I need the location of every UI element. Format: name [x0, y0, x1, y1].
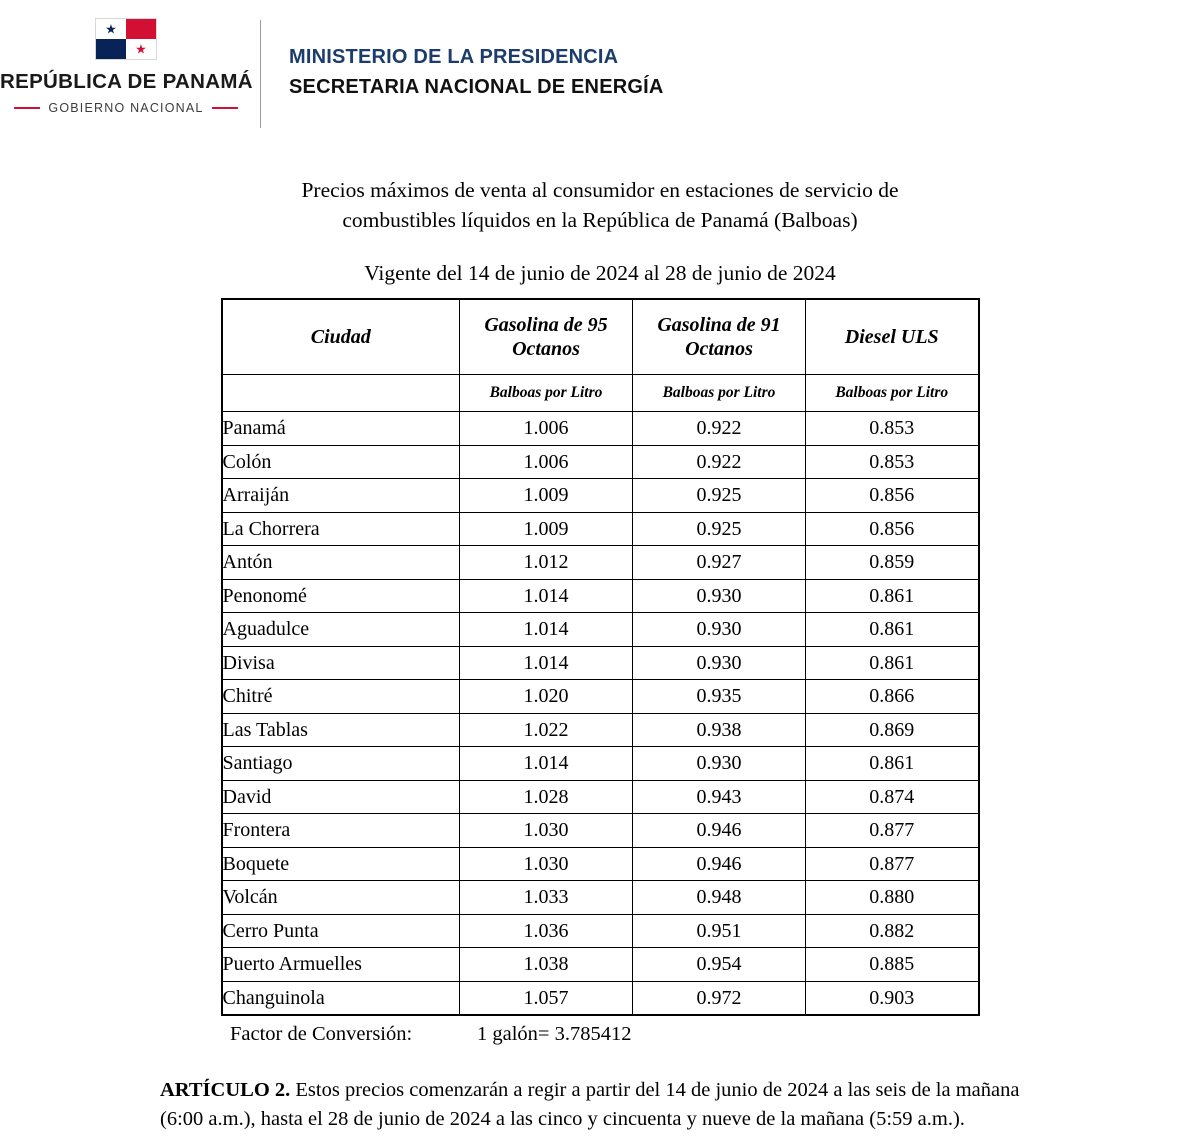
- brand-rule-right: [212, 107, 238, 109]
- panama-flag-icon: [95, 18, 157, 60]
- cell-g91: 0.946: [633, 814, 806, 848]
- cell-g91: 0.930: [633, 579, 806, 613]
- table-header-row: [222, 299, 979, 375]
- ministry-name: MINISTERIO DE LA PRESIDENCIA: [289, 46, 619, 68]
- cell-g95: 1.030: [460, 847, 633, 881]
- cell-g91: 0.925: [633, 479, 806, 513]
- page-header: [0, 0, 1200, 122]
- page-title-line-1: Precios máximos de venta al consumidor en estaciones de servicio de: [301, 178, 899, 202]
- cell-city: David: [222, 780, 460, 814]
- republic-brand: [0, 14, 252, 115]
- cell-city: Antón: [222, 546, 460, 580]
- table-row: [222, 914, 979, 948]
- column-header-gasoline-91: Gasolina de 91 Octanos: [633, 299, 806, 375]
- cell-city: La Chorrera: [222, 512, 460, 546]
- cell-city: Aguadulce: [222, 613, 460, 647]
- page-title-line-2: combustibles líquidos en la República de Panamá (Balboas): [342, 207, 858, 232]
- cell-g95: 1.009: [460, 479, 633, 513]
- table-body: [222, 412, 979, 1016]
- table-row: [222, 847, 979, 881]
- cell-diesel: 0.856: [806, 512, 979, 546]
- table-row: [222, 412, 979, 446]
- cell-g95: 1.022: [460, 713, 633, 747]
- table-row: [222, 948, 979, 982]
- unit-cell-city: [222, 375, 460, 412]
- cell-diesel: 0.856: [806, 479, 979, 513]
- cell-g91: 0.948: [633, 881, 806, 915]
- cell-g91: 0.927: [633, 546, 806, 580]
- cell-g91: 0.972: [633, 981, 806, 1015]
- cell-city: Volcán: [222, 881, 460, 915]
- flag-blue-star-icon: ★: [105, 21, 117, 37]
- cell-diesel: 0.874: [806, 780, 979, 814]
- flag-red-star-icon: ★: [135, 41, 147, 57]
- cell-g91: 0.930: [633, 747, 806, 781]
- table-row: [222, 747, 979, 781]
- secretariat-name: SECRETARIA NACIONAL DE ENERGÍA: [289, 76, 664, 98]
- table-row: [222, 613, 979, 647]
- validity-period: Vigente del 14 de junio de 2024 al 28 de junio de 2024: [364, 261, 836, 286]
- cell-g91: 0.925: [633, 512, 806, 546]
- cell-g91: 0.943: [633, 780, 806, 814]
- cell-g95: 1.014: [460, 579, 633, 613]
- conversion-factor-label: Factor de Conversión:: [230, 1023, 413, 1046]
- column-header-diesel: Diesel ULS: [806, 299, 979, 375]
- cell-city: Puerto Armuelles: [222, 948, 460, 982]
- unit-cell-gasoline-91: Balboas por Litro: [633, 375, 806, 412]
- cell-g91: 0.946: [633, 847, 806, 881]
- cell-g91: 0.922: [633, 445, 806, 479]
- cell-city: Cerro Punta: [222, 914, 460, 948]
- cell-g91: 0.930: [633, 646, 806, 680]
- cell-g91: 0.922: [633, 412, 806, 446]
- cell-g95: 1.006: [460, 412, 633, 446]
- cell-g95: 1.014: [460, 613, 633, 647]
- flag-red-quadrant: [126, 19, 156, 39]
- cell-city: Arraiján: [222, 479, 460, 513]
- article-2-paragraph: [160, 1076, 1040, 1133]
- page-title: [0, 176, 1200, 235]
- cell-g95: 1.028: [460, 780, 633, 814]
- conversion-factor-value: 1 galón= 3.785412: [477, 1023, 632, 1046]
- cell-diesel: 0.869: [806, 713, 979, 747]
- table-row: [222, 445, 979, 479]
- cell-diesel: 0.853: [806, 445, 979, 479]
- cell-diesel: 0.861: [806, 579, 979, 613]
- cell-diesel: 0.866: [806, 680, 979, 714]
- article-2-text: Estos precios comenzarán a regir a partir del 14 de junio de 2024 a las seis de la mañana (6:00 a.m.), hasta el 28 de junio de 2024 a las cinco y cincuenta y nueve de la mañana (5:59 a.m.).: [160, 1079, 1020, 1130]
- article-2-heading: ARTÍCULO 2.: [160, 1079, 291, 1102]
- brand-rule-left: [14, 107, 40, 109]
- cell-city: Frontera: [222, 814, 460, 848]
- cell-city: Chitré: [222, 680, 460, 714]
- cell-g95: 1.036: [460, 914, 633, 948]
- table-row: [222, 981, 979, 1015]
- table-row: [222, 512, 979, 546]
- conversion-factor: [221, 1023, 979, 1046]
- republic-subtitle: GOBIERNO NACIONAL: [48, 101, 204, 115]
- table-row: [222, 780, 979, 814]
- cell-diesel: 0.861: [806, 646, 979, 680]
- table-unit-row: [222, 375, 979, 412]
- cell-diesel: 0.885: [806, 948, 979, 982]
- table-row: [222, 881, 979, 915]
- cell-diesel: 0.882: [806, 914, 979, 948]
- unit-cell-diesel: Balboas por Litro: [806, 375, 979, 412]
- republic-title: REPÚBLICA DE PANAMÁ: [0, 70, 253, 93]
- cell-g91: 0.935: [633, 680, 806, 714]
- cell-diesel: 0.853: [806, 412, 979, 446]
- flag-blue-quadrant: [96, 39, 126, 59]
- cell-diesel: 0.861: [806, 613, 979, 647]
- cell-g91: 0.954: [633, 948, 806, 982]
- cell-g91: 0.930: [633, 613, 806, 647]
- cell-g95: 1.006: [460, 445, 633, 479]
- cell-city: Colón: [222, 445, 460, 479]
- cell-g91: 0.938: [633, 713, 806, 747]
- cell-diesel: 0.877: [806, 847, 979, 881]
- cell-city: Santiago: [222, 747, 460, 781]
- cell-diesel: 0.877: [806, 814, 979, 848]
- cell-diesel: 0.880: [806, 881, 979, 915]
- cell-diesel: 0.859: [806, 546, 979, 580]
- column-header-city: Ciudad: [222, 299, 460, 375]
- republic-subtitle-row: [0, 101, 252, 115]
- cell-g95: 1.014: [460, 747, 633, 781]
- cell-g91: 0.951: [633, 914, 806, 948]
- cell-city: Penonomé: [222, 579, 460, 613]
- cell-city: Divisa: [222, 646, 460, 680]
- table-row: [222, 546, 979, 580]
- cell-city: Changuinola: [222, 981, 460, 1015]
- table-row: [222, 579, 979, 613]
- cell-g95: 1.009: [460, 512, 633, 546]
- table-row: [222, 646, 979, 680]
- cell-g95: 1.012: [460, 546, 633, 580]
- cell-g95: 1.033: [460, 881, 633, 915]
- column-header-gasoline-95: Gasolina de 95 Octanos: [460, 299, 633, 375]
- document-body: [0, 176, 1200, 1133]
- cell-diesel: 0.903: [806, 981, 979, 1015]
- table-row: [222, 814, 979, 848]
- cell-city: Boquete: [222, 847, 460, 881]
- cell-g95: 1.030: [460, 814, 633, 848]
- table-row: [222, 479, 979, 513]
- cell-g95: 1.020: [460, 680, 633, 714]
- cell-g95: 1.057: [460, 981, 633, 1015]
- table-row: [222, 713, 979, 747]
- cell-city: Las Tablas: [222, 713, 460, 747]
- cell-g95: 1.038: [460, 948, 633, 982]
- cell-city: Panamá: [222, 412, 460, 446]
- cell-g95: 1.014: [460, 646, 633, 680]
- cell-diesel: 0.861: [806, 747, 979, 781]
- table-row: [222, 680, 979, 714]
- unit-cell-gasoline-95: Balboas por Litro: [460, 375, 633, 412]
- ministry-brand: [261, 14, 664, 99]
- fuel-price-table: [221, 298, 980, 1016]
